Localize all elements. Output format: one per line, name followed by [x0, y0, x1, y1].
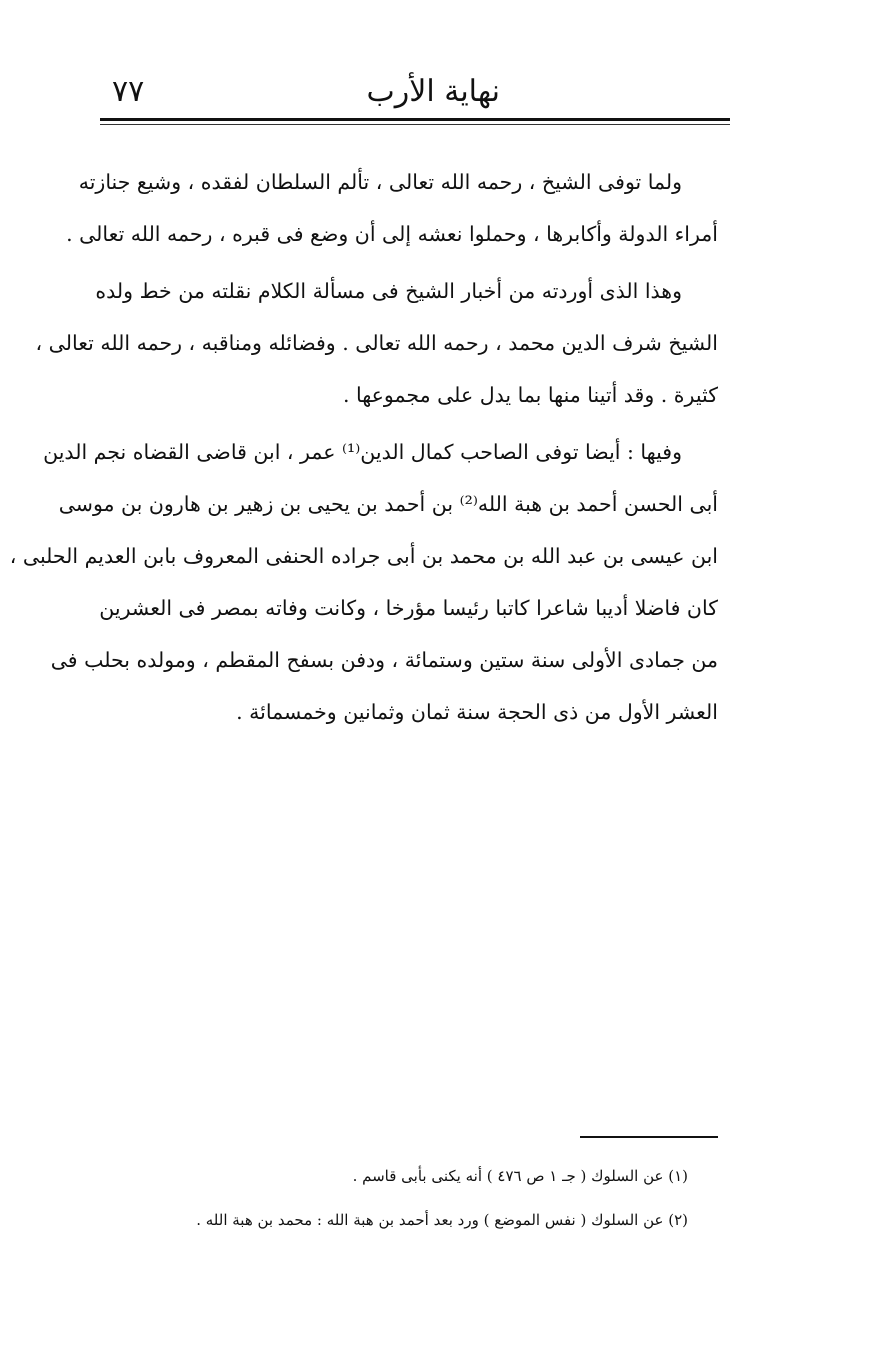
paragraph-3 — [9, 426, 718, 738]
footnote-rule — [580, 1136, 718, 1138]
text-line: كان فاضلا أديبا شاعرا كاتبا رئيسا مؤرخا ، وكانت وفاته بمصر فى العشرين — [99, 596, 718, 620]
paragraph-2 — [35, 265, 718, 421]
footnote-2: (٢) عن السلوك ( نفس الموضع ) ورد بعد أحمد بن هبة الله : محمد بن هبة الله . — [196, 1211, 688, 1229]
footnote-1: (١) عن السلوك ( جـ ١ ص ٤٧٦ ) أنه يكنى بأبى قاسم . — [352, 1167, 688, 1185]
main-text — [9, 156, 718, 743]
text-line: كثيرة . وقد أتينا منها بما يدل على مجموعها . — [342, 383, 718, 407]
page-number: ٧٧ — [112, 74, 145, 109]
paragraph-1 — [66, 156, 718, 260]
text-line: العشر الأول من ذى الحجة سنة ثمان وثمانين وخمسمائة . — [236, 700, 718, 724]
page-header — [100, 66, 730, 122]
running-title: نهاية الأرب — [366, 74, 500, 109]
text-line: من جمادى الأولى سنة ستين وستمائة ، ودفن بسفح المقطم ، ومولده بحلب فى — [50, 648, 718, 672]
text-line: الشيخ شرف الدين محمد ، رحمه الله تعالى . وفضائله ومناقبه ، رحمه الله تعالى ، — [35, 331, 718, 355]
text-line: وفيها : أيضا توفى الصاحب كمال الدين⁽¹⁾ عمر ، ابن قاضى القضاه نجم الدين — [43, 440, 682, 464]
footnotes — [180, 1154, 688, 1242]
text-line: أبى الحسن أحمد بن هبة الله⁽²⁾ بن أحمد بن يحيى بن زهير بن هارون بن موسى — [58, 492, 718, 516]
text-line: ولما توفى الشيخ ، رحمه الله تعالى ، تألم السلطان لفقده ، وشيع جنازته — [78, 170, 682, 194]
text-line: وهذا الذى أوردته من أخبار الشيخ فى مسألة الكلام نقلته من خط ولده — [95, 279, 682, 303]
text-line: أمراء الدولة وأكابرها ، وحملوا نعشه إلى أن وضع فى قبره ، رحمه الله تعالى . — [66, 222, 718, 246]
text-line: ابن عيسى بن عبد الله بن محمد بن أبى جراده الحنفى المعروف بابن العديم الحلبى ، — [9, 544, 718, 568]
header-rule — [100, 118, 730, 121]
header-rule-thin — [100, 124, 730, 125]
